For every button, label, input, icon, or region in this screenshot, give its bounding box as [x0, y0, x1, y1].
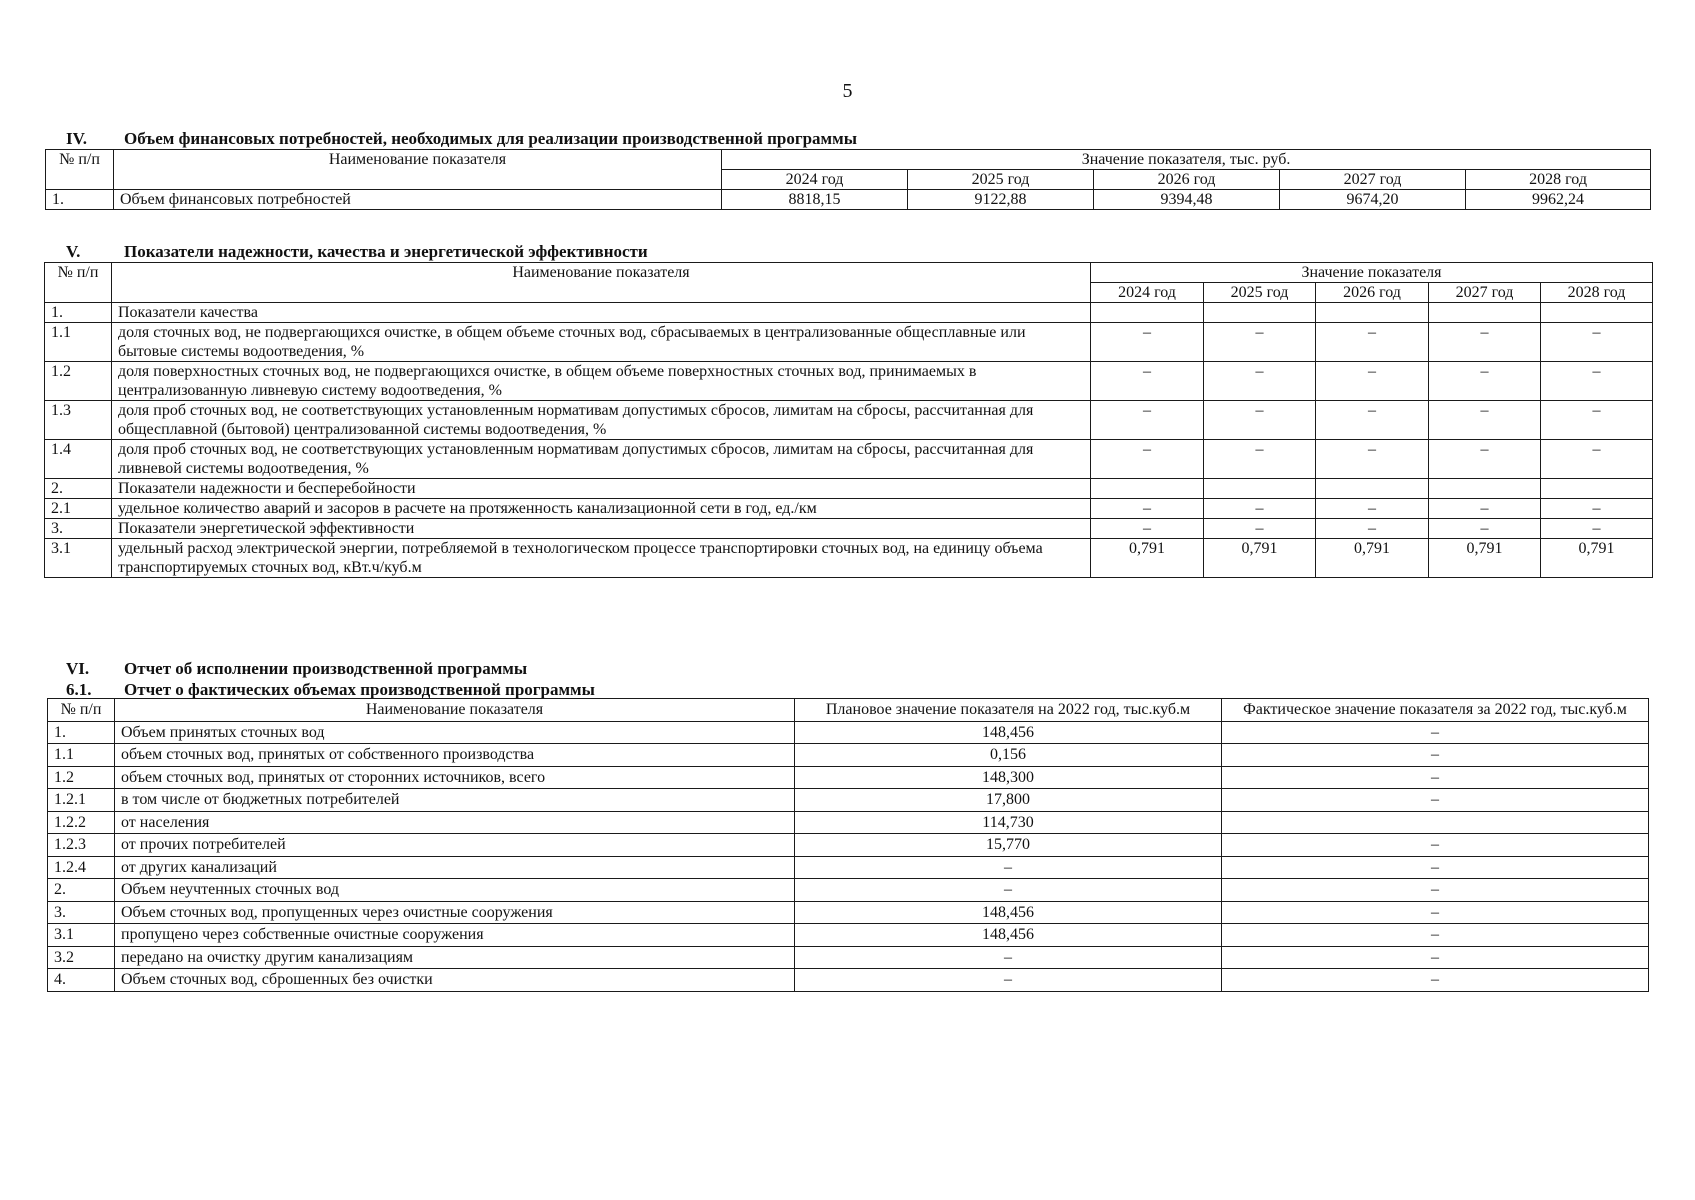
row-number: 1.2.3 [48, 834, 115, 857]
table-row [48, 856, 1649, 879]
section-4-heading: Объем финансовых потребностей, необходимых для реализации производственной программы [124, 129, 857, 148]
row-number: 1.1 [48, 744, 115, 767]
row-name: доля проб сточных вод, не соответствующих установленным нормативам допустимых сбросов, лимитам на сбросы, рассчитанная для ливневой системы водоотведения, % [112, 440, 1091, 479]
year-header: 2026 год [1316, 283, 1429, 303]
row-name: пропущено через собственные очистные сооружения [115, 924, 795, 947]
row-value: – [1316, 519, 1429, 539]
row-value: 0,791 [1429, 539, 1541, 578]
row-value: – [1429, 440, 1541, 479]
row-number: 3. [48, 901, 115, 924]
year-header: 2027 год [1280, 170, 1466, 190]
row-name: от прочих потребителей [115, 834, 795, 857]
section-6-1-number: 6.1. [66, 680, 92, 699]
row-value: – [1541, 499, 1653, 519]
section-6-heading: Отчет об исполнении производственной программы [124, 659, 528, 678]
row-plan-value: 0,156 [795, 744, 1222, 767]
row-name: от населения [115, 811, 795, 834]
row-number: 4. [48, 969, 115, 992]
section-6-1-title [66, 681, 595, 699]
row-plan-value: 148,300 [795, 766, 1222, 789]
row-value: – [1316, 499, 1429, 519]
row-number: 1.4 [45, 440, 112, 479]
col-header-name: Наименование показателя [112, 263, 1091, 303]
table-row [45, 519, 1653, 539]
row-number: 2. [48, 879, 115, 902]
row-number: 1. [46, 190, 114, 210]
col-header-name: Наименование показателя [114, 150, 722, 190]
row-value: – [1316, 401, 1429, 440]
row-value: – [1541, 362, 1653, 401]
section-5-number: V. [66, 242, 81, 261]
table-row [48, 766, 1649, 789]
col-header-number: № п/п [45, 263, 112, 303]
row-value: 8818,15 [722, 190, 908, 210]
row-number: 3.2 [48, 946, 115, 969]
row-name: Объем сточных вод, сброшенных без очистки [115, 969, 795, 992]
row-value: – [1204, 440, 1316, 479]
row-number: 1.3 [45, 401, 112, 440]
row-number: 1.2.4 [48, 856, 115, 879]
row-name: доля проб сточных вод, не соответствующих установленным нормативам допустимых сбросов, лимитам на сбросы, рассчитанная для общесплавной (бытовой) централизованной системы водоотведения, % [112, 401, 1091, 440]
row-value: – [1541, 323, 1653, 362]
row-number: 1. [45, 303, 112, 323]
row-number: 1.2.2 [48, 811, 115, 834]
row-name: Показатели качества [112, 303, 1091, 323]
row-number: 2.1 [45, 499, 112, 519]
section-5-title [66, 243, 648, 261]
table-row [45, 303, 1653, 323]
col-header-number: № п/п [46, 150, 114, 190]
row-fact-value: – [1222, 744, 1649, 767]
row-fact-value: – [1222, 856, 1649, 879]
row-plan-value: 114,730 [795, 811, 1222, 834]
row-value: – [1091, 499, 1204, 519]
table-row [45, 362, 1653, 401]
row-value: 9674,20 [1280, 190, 1466, 210]
row-value [1204, 303, 1316, 323]
row-fact-value: – [1222, 766, 1649, 789]
section-4-number: IV. [66, 129, 87, 148]
year-header: 2028 год [1466, 170, 1651, 190]
row-name: удельное количество аварий и засоров в расчете на протяженность канализационной сети в год, ед./км [112, 499, 1091, 519]
row-value: – [1204, 323, 1316, 362]
row-value: – [1091, 323, 1204, 362]
row-value [1429, 479, 1541, 499]
table-row [45, 479, 1653, 499]
row-fact-value: – [1222, 901, 1649, 924]
row-value: – [1316, 323, 1429, 362]
table-row [45, 401, 1653, 440]
row-fact-value: – [1222, 946, 1649, 969]
table-row [48, 834, 1649, 857]
row-number: 3. [45, 519, 112, 539]
section-6-number: VI. [66, 659, 90, 678]
row-value [1541, 303, 1653, 323]
row-value [1091, 303, 1204, 323]
row-value: – [1316, 440, 1429, 479]
row-plan-value: 17,800 [795, 789, 1222, 812]
row-name: Объем сточных вод, пропущенных через очистные сооружения [115, 901, 795, 924]
page-number: 5 [842, 80, 853, 102]
row-name: доля поверхностных сточных вод, не подвергающихся очистке, в общем объеме поверхностных сточных вод, принимаемых в централизованную ливневую систему водоотведения, % [112, 362, 1091, 401]
row-value: – [1429, 499, 1541, 519]
row-number: 1. [48, 721, 115, 744]
col-header-plan: Плановое значение показателя на 2022 год, тыс.куб.м [795, 699, 1222, 722]
row-value: – [1429, 362, 1541, 401]
row-value: – [1541, 519, 1653, 539]
row-plan-value: – [795, 969, 1222, 992]
row-name: удельный расход электрической энергии, потребляемой в технологическом процессе транспортировки сточных вод, на единицу объема транспортируемых сточных вод, кВт.ч/куб.м [112, 539, 1091, 578]
row-value: – [1204, 519, 1316, 539]
row-value: – [1316, 362, 1429, 401]
row-name: передано на очистку другим канализациям [115, 946, 795, 969]
table-row [48, 879, 1649, 902]
row-number: 3.1 [45, 539, 112, 578]
row-number: 1.2 [48, 766, 115, 789]
row-fact-value [1222, 811, 1649, 834]
row-plan-value: 148,456 [795, 721, 1222, 744]
section-6-title [66, 660, 527, 678]
row-plan-value: 148,456 [795, 924, 1222, 947]
row-value [1091, 479, 1204, 499]
table-row [45, 323, 1653, 362]
table-row [45, 440, 1653, 479]
row-name: Показатели энергетической эффективности [112, 519, 1091, 539]
row-value: – [1429, 519, 1541, 539]
row-name: в том числе от бюджетных потребителей [115, 789, 795, 812]
year-header: 2024 год [722, 170, 908, 190]
section-5-heading: Показатели надежности, качества и энергетической эффективности [124, 242, 648, 261]
row-name: доля сточных вод, не подвергающихся очистке, в общем объеме сточных вод, сбрасываемых в централизованные общесплавные или бытовые системы водоотведения, % [112, 323, 1091, 362]
row-value: – [1541, 401, 1653, 440]
row-number: 1.1 [45, 323, 112, 362]
row-number: 3.1 [48, 924, 115, 947]
row-value [1429, 303, 1541, 323]
row-value: – [1204, 362, 1316, 401]
row-fact-value: – [1222, 721, 1649, 744]
row-value [1204, 479, 1316, 499]
table-row [48, 946, 1649, 969]
row-name: Объем неучтенных сточных вод [115, 879, 795, 902]
row-value [1316, 479, 1429, 499]
section-4-title [66, 130, 857, 148]
row-plan-value: – [795, 856, 1222, 879]
row-value: 9122,88 [908, 190, 1094, 210]
financial-needs-table [45, 149, 1651, 210]
row-plan-value: 15,770 [795, 834, 1222, 857]
row-value: – [1429, 401, 1541, 440]
col-header-number: № п/п [48, 699, 115, 722]
quality-indicators-table [44, 262, 1653, 578]
row-plan-value: – [795, 946, 1222, 969]
row-value: – [1204, 499, 1316, 519]
row-value: – [1204, 401, 1316, 440]
row-plan-value: – [795, 879, 1222, 902]
production-report-table [47, 698, 1649, 992]
row-fact-value: – [1222, 969, 1649, 992]
table-row [48, 924, 1649, 947]
col-header-fact: Фактическое значение показателя за 2022 год, тыс.куб.м [1222, 699, 1649, 722]
table-row [46, 190, 1651, 210]
row-value: 9962,24 [1466, 190, 1651, 210]
row-name: объем сточных вод, принятых от сторонних источников, всего [115, 766, 795, 789]
row-number: 1.2 [45, 362, 112, 401]
row-value: – [1091, 440, 1204, 479]
row-name: объем сточных вод, принятых от собственного производства [115, 744, 795, 767]
year-header: 2025 год [1204, 283, 1316, 303]
table-row [48, 744, 1649, 767]
row-name: от других канализаций [115, 856, 795, 879]
row-value [1316, 303, 1429, 323]
row-value: 0,791 [1091, 539, 1204, 578]
row-value: 0,791 [1316, 539, 1429, 578]
col-header-value: Значение показателя, тыс. руб. [722, 150, 1651, 170]
table-row [48, 969, 1649, 992]
year-header: 2027 год [1429, 283, 1541, 303]
row-value: 9394,48 [1094, 190, 1280, 210]
year-header: 2028 год [1541, 283, 1653, 303]
row-name: Объем финансовых потребностей [114, 190, 722, 210]
row-value: – [1091, 362, 1204, 401]
row-value: 0,791 [1204, 539, 1316, 578]
table-row [45, 539, 1653, 578]
row-fact-value: – [1222, 924, 1649, 947]
year-header: 2024 год [1091, 283, 1204, 303]
row-number: 2. [45, 479, 112, 499]
col-header-name: Наименование показателя [115, 699, 795, 722]
row-value [1541, 479, 1653, 499]
row-plan-value: 148,456 [795, 901, 1222, 924]
row-value: – [1091, 519, 1204, 539]
section-6-1-heading: Отчет о фактических объемах производственной программы [124, 680, 595, 699]
col-header-value: Значение показателя [1091, 263, 1653, 283]
table-row [48, 901, 1649, 924]
year-header: 2026 год [1094, 170, 1280, 190]
table-row [48, 811, 1649, 834]
row-name: Показатели надежности и бесперебойности [112, 479, 1091, 499]
row-fact-value: – [1222, 834, 1649, 857]
row-value: – [1091, 401, 1204, 440]
row-value: – [1541, 440, 1653, 479]
table-row [48, 721, 1649, 744]
table-row [45, 499, 1653, 519]
row-name: Объем принятых сточных вод [115, 721, 795, 744]
year-header: 2025 год [908, 170, 1094, 190]
table-row [48, 789, 1649, 812]
row-value: – [1429, 323, 1541, 362]
row-value: 0,791 [1541, 539, 1653, 578]
row-fact-value: – [1222, 789, 1649, 812]
row-fact-value: – [1222, 879, 1649, 902]
row-number: 1.2.1 [48, 789, 115, 812]
